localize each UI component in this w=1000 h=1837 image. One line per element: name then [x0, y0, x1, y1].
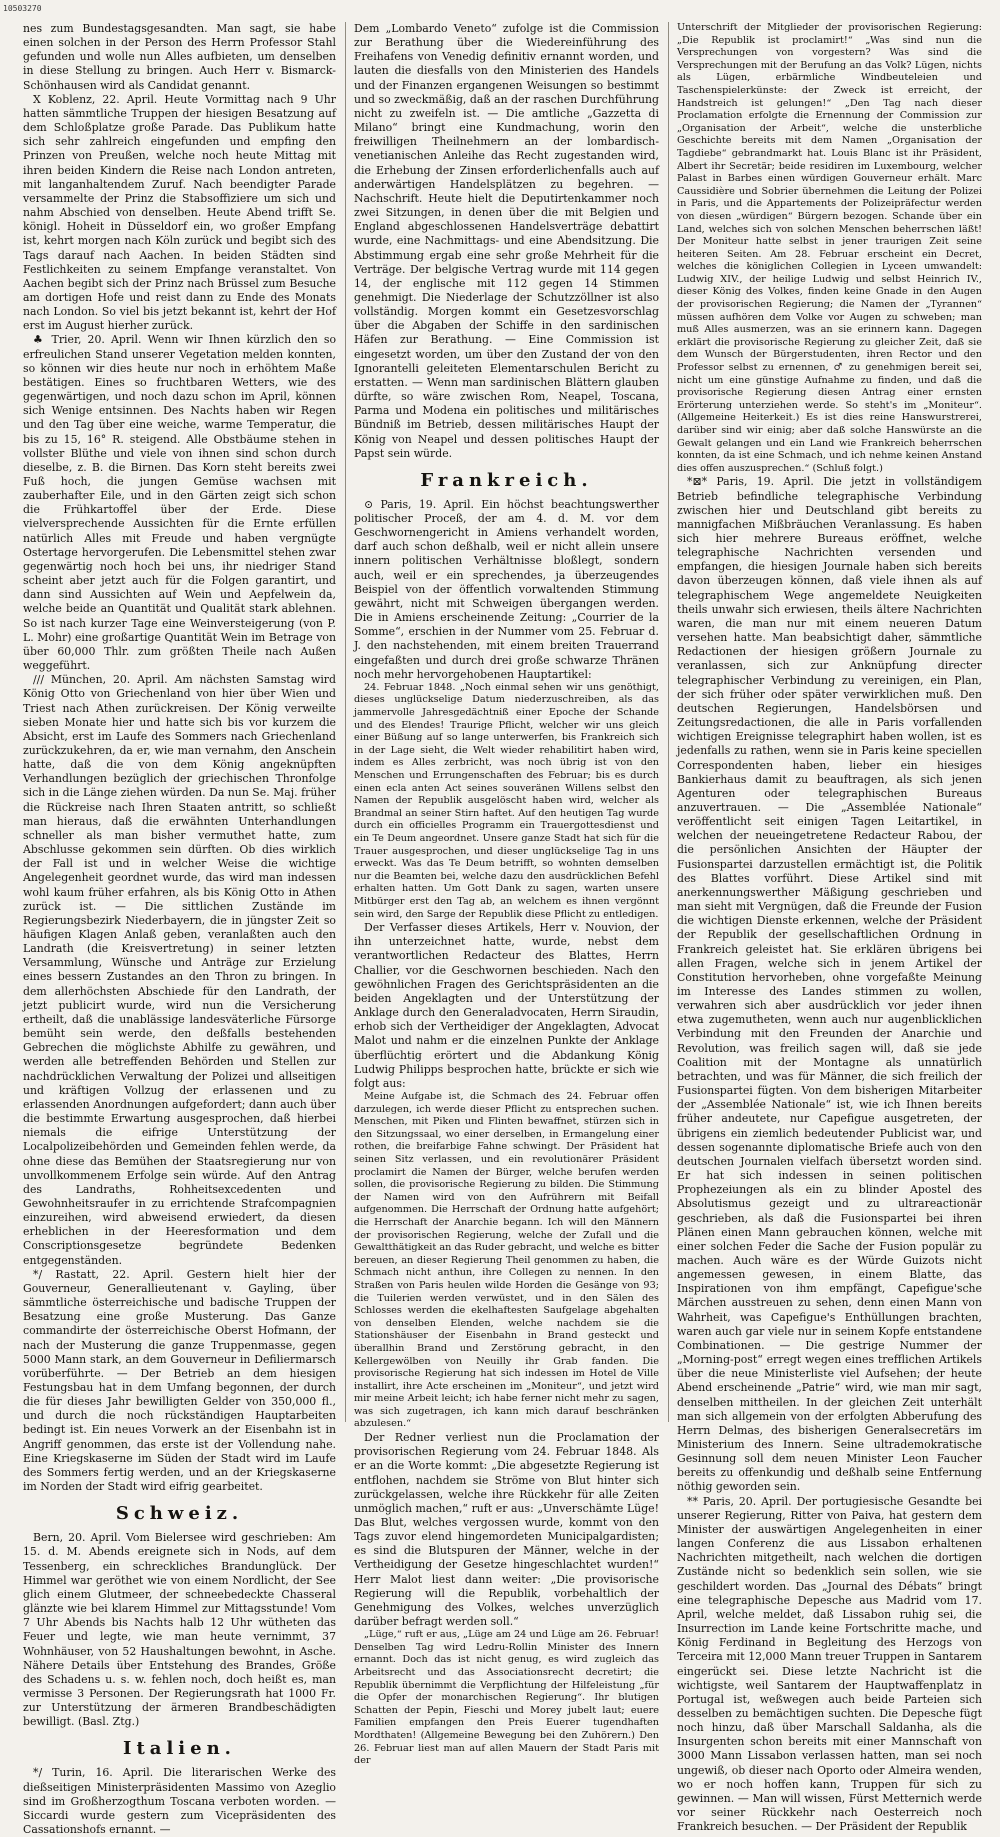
article-paragraph: Dem „Lombardo Veneto“ zufolge ist die Commission zur Berathung über die Wiedereinführung des Freihafens von Venedig definitiv ernannt worden, und lauten die diesfalls von den Ministerien des Handels und der Finanzen ergangenen Weisungen so bestimmt und so zweckmäßig, daß an der raschen Durchführung nicht zu zweifeln ist. — Die amtliche „Gazzetta di Milano“ bringt eine Kundmachung, worin den freiwilligen Theilnehmern an der lombardisch-venetianischen Anleihe das Recht zugestanden wird, die Erhebung der Zinsen erforderlichenfalls auch auf anderwärtigen Handelsplätzen zu begehren. — Nachschrift. Heute hielt die Deputirtenkammer noch zwei Sitzungen, in denen über die mit Belgien und England abgeschlossenen Handelsverträge debattirt wurde, eine Nachmittags- und eine Abendsitzung. Die Abstimmung ergab eine sehr große Mehrheit für die Verträge. Der belgische Vertrag wurde mit 114 gegen 14, der englische mit 112 gegen 14 Stimmen genehmigt. Die Niederlage der Schutzzöllner ist also vollständig. Morgen kommt ein Gesetzesvorschlag über die Abgaben der Schiffe in den sardinischen Häfen zur Berathung. — Eine Commission ist eingesetzt worden, um über den Zustand der von den Ignorantelli geleiteten Elementarschulen Bericht zu erstatten. — Wenn man sardinischen Blättern glauben dürfte, so wäre zwischen Rom, Neapel, Toscana, Parma und Modena ein politisches und militärisches Bündniß im Betrieb, dessen militärisches Haupt der König von Neapel und dessen politisches Haupt der Papst sein würde. [354, 22, 659, 460]
article-paragraph: X Koblenz, 22. April. Heute Vormittag nach 9 Uhr hatten sämmtliche Truppen der hiesigen Besatzung auf dem Schloßplatze große Parade. Das Publikum hatte sich sehr zahlreich eingefunden und empfing den Prinzen von Preußen, welche noch heute Mittag mit ihren beiden Kindern die Reise nach London antreten, mit langanhaltendem Zuruf. Nach beendigter Parade versammelte der Prinz die Stabsoffiziere um sich und nahm Abschied von denselben. Heute Abend trifft Se. königl. Hoheit in Düsseldorf ein, wo großer Empfang ist, kehrt morgen nach Köln zurück und begibt sich des Tags darauf nach Aachen. In beiden Städten sind Festlichkeiten zu seinem Empfange veranstaltet. Von Aachen begibt sich der Prinz nach Brüssel zum Besuche am dortigen Hofe und reist dann zu Ende des Monats nach London. So viel bis jetzt bekannt ist, kehrt der Hof erst im August hierher zurück. [23, 92, 336, 333]
article-paragraph: 24. Februar 1848. „Noch einmal sehen wir uns genöthigt, dieses unglückselige Datum niederzuschreiben, als das jammervolle Jahresgedächtniß einer Epoche der Schande und des Elendes! Traurige Pflicht, welcher wir uns gleich einer Büßung auf so lange unterwerfen, bis Frankreich sich in der Lage sieht, die Welt wieder rehabilitirt haben wird, indem es Alles zerbricht, was noch übrig ist von den Menschen und Errungenschaften des Februar; bis es durch einen ecla anten Act seines souveränen Willens selbst den Namen der Republik ausgelöscht haben wird, welcher als Brandmal an seiner Stirn haftet. Auf den heutigen Tag wurde durch ein officielles Programm ein Trauergottesdienst und ein Te Deum angeordnet. Unsere ganze Stadt hat sich für die Trauer ausgesprochen, und dieser unglückselige Tag in uns erweckt. Was das Te Deum betrifft, so wohnten demselben nur die Beamten bei, welche dazu den ausdrücklichen Befehl erhalten hatten. Um Gott Dank zu sagen, warten unsere Mitbürger erst den Tag ab, an welchem es ihnen vergönnt sein wird, den Sarge der Republik diese Pflicht zu entledigen. [354, 681, 659, 920]
section-heading: Frankreich. [420, 469, 593, 491]
column-right [668, 22, 982, 1834]
column-left [22, 22, 336, 1837]
article-paragraph: ♣ Trier, 20. April. Wenn wir Ihnen kürzlich den so erfreulichen Stand unserer Vegetation melden konnten, so können wir dies heute nur noch in erhöhtem Maße bestätigen. Eines so fruchtbaren Wetters, wie des gegenwärtigen, und noch dazu schon im April, können sich Wenige entsinnen. Des Nachts haben wir Regen und den Tag über eine weiche, warme Temperatur, die bis zu 15, 16° R. steigend. Alle Obstbäume stehen in vollster Blüthe und viele von ihnen sind schon durch dieselbe, z. B. die Birnen. Das Korn steht bereits zwei Fuß hoch, die jungen Gemüse wachsen mit zauberhafter Eile, und in den Gärten zeigt sich schon die Frühkartoffel über der Erde. Diese vielversprechende Aussichten für die Ernte erfüllen natürlich Alles mit Freude und haben vergnügte Ostertage hervorgerufen. Die Lebensmittel stehen zwar gegenwärtig noch hoch bei uns, ihr niedriger Stand scheint aber jetzt auch für die Folgen garantirt, und dann sind Aussichten auf Wein und Aepfelwein da, welche beide an Quantität und Qualität stark ablehnen. So ist nach kurzer Tage eine Weinversteigerung (von P. L. Mohr) eine großartige Quantität Wein im Betrage von über 60,000 Thlr. zum größten Theile nach Außen weggeführt. [23, 333, 336, 673]
page-number: 10503270 [3, 4, 42, 13]
article-paragraph: „Lüge,“ ruft er aus, „Lüge am 24 und Lüge am 26. Februar! Denselben Tag wird Ledru-Rollin Minister des Innern ernannt. Doch das ist nicht genug, es wird zugleich das Arbeitsrecht und das Associationsrecht decretirt; die Republik übernimmt die Verpflichtung der Hilfeleistung „für die Opfer der monarchischen Regierung“. Ihr blutigen Schatten der Pepin, Fieschi und Morey jubelt laut; euere Familien empfangen den Preis Euerer tugendhaften Mordthaten! (Allgemeine Bewegung bei den Zuhörern.) Den 26. Februar liest man auf allen Mauern der Stadt Paris mit der [354, 1629, 659, 1767]
article-paragraph: /// München, 20. April. Am nächsten Samstag wird König Otto von Griechenland von hier über Wien und Triest nach Athen zurückreisen. Der König verweilte sieben Monate hier und hatte sich bis vor kurzem die Absicht, erst im Laufe des Sommers nach Griechenland zurückzukehren, da er, wie man vernahm, den Anschein hatte, daß die von dem König angeknüpften Verhandlungen bezüglich der griechischen Thronfolge sich in die Länge ziehen würden. Da nun Se. Maj. früher die Rückreise nach Ihren Staaten antritt, so schließt man hieraus, daß die erwähnten Unterhandlungen schneller als man bisher vermuthet hatte, zum Abschlusse gekommen sein dürften. Ob dies wirklich der Fall ist und in welcher Weise die wichtige Angelegenheit geordnet wurde, das wird man indessen wohl kaum früher erfahren, als bis König Otto in Athen zurück ist. — Die sittlichen Zustände im Regierungsbezirk Niederbayern, die in jüngster Zeit so häufigen Klagen Anlaß geben, veranlaßten auch den Landrath (die Kreisvertretung) in seiner letzten Versammlung, Wünsche und Anträge zur Erzielung eines bessern Zustandes an den Thron zu bringen. In dem allerhöchsten Abschiede für den Landrath, der jetzt publicirt wurde, wird nun die Versicherung ertheilt, daß die unablässige landesväterliche Fürsorge bemüht sein werde, den deßfalls bestehenden Gebrechen die möglichste Abhilfe zu gewähren, und werden alle betreffenden Behörden und Stellen zur nachdrücklichen Verwaltung der Polizei und allseitigen und kräftigen Vollzug der erlassenen und zu erlassenden Anordnungen aufgefordert; dann auch über die bestimmte Erwartung ausgesprochen, daß hierbei niemals die eifrige Unterstützung der Localpolizeibehörden und Gemeinden fehlen werde, da ohne diese das Bemühen der Staatsregierung nur von unvollkommenem Erfolge sein würde. Auf den Antrag des Landraths, Rohheitsexcedenten und Gewohnheitsraufer in zu errichtende Strafcompagnien einzureihen, wird abweisend erwiedert, da diesen erheblichen in der Heeresformation und dem Conscriptionsgesetze begründete Bedenken entgegenständen. [23, 673, 336, 1267]
article-paragraph: ** Paris, 20. April. Der portugiesische Gesandte bei unserer Regierung, Ritter von Paiva, hat gestern dem Minister der auswärtigen Angelegenheiten in einer langen Conferenz die aus Lissabon erhaltenen Nachrichten mitgetheilt, nach welchen die dortigen Zustände nicht so bedenklich sein sollen, wie sie geschildert worden. Das „Journal des Débats“ bringt eine telegraphische Depesche aus Madrid vom 17. April, welche meldet, daß Lissabon ruhig sei, die Insurrection im Lande keine Fortschritte mache, und König Ferdinand in Begleitung des Herzogs von Terceira mit 12,000 Mann treuer Truppen in Santarem eingerückt sei. Diese letzte Nachricht ist die wichtigste, weil Santarem der Hauptwaffenplatz in Portugal ist, weßwegen auch beide Parteien sich desselben zu bemächtigen suchten. Die Depesche fügt noch hinzu, daß über Marschall Saldanha, als die Insurgenten schon bereits mit einer Mannschaft von 3000 Mann Lissabon verlassen hatten, man sei noch ungewiß, ob dieser nach Oporto oder Almeira wenden, wo er noch hoffen kann, Truppen für sich zu gewinnen. — Man will wissen, Fürst Metternich werde vor seiner Rückkehr nach Oesterreich noch Frankreich besuchen. — Der Präsident der Republik [677, 1494, 982, 1834]
section-heading: Schweiz. [115, 1503, 244, 1525]
article-paragraph: Meine Aufgabe ist, die Schmach des 24. Februar offen darzulegen, ich werde dieser Pflicht zu entsprechen suchen. Menschen, mit Piken und Flinten bewaffnet, stürzen sich in den Sitzungssaal, wo einer derselben, in Ermangelung einer rothen, die breifarbige Fahne schwingt. Der Präsident hat seinen Sitz verlassen, und ein revolutionärer Präsident proclamirt die Namen der Bürger, welche berufen werden sollen, die provisorische Regierung zu bilden. Die Stimmung der Namen wird von den Aufrührern mit Beifall aufgenommen. Die Herrschaft der Ordnung hatte aufgehört; die Herrschaft der Anarchie begann. Ich will den Männern der provisorischen Regierung, welche der Zufall und die Gewaltthätigkeit an das Ruder gebracht, und welche es bitter bereuen, an dieser Regierung Theil genommen zu haben, die Schmach nicht anthun, ihre Collegen zu nennen. In den Straßen von Paris heulen wilde Horden die Gesänge von 93; die Tuilerien werden verwüstet, und in den Sälen des Schlosses werden die ekelhaftesten Saufgelage abgehalten von denselben Elenden, welche nachdem sie die Stationshäuser der Eisenbahn in Brand gesteckt und überallhin Brand und Zerstörung gebracht, in den Kellergewölben von Neuilly ihr Grab fanden. Die provisorische Regierung hat sich indessen im Hotel de Ville installirt, ihre Acte erscheinen im „Moniteur“, und jetzt wird mir meine Arbeit leicht; ich habe ferner nicht mehr zu sagen, was sich zugetragen, ich kann mich darauf beschränken abzulesen.“ [354, 1091, 659, 1430]
article-paragraph: Bern, 20. April. Vom Bielersee wird geschrieben: Am 15. d. M. Abends ereignete sich in Nods, auf dem Tessenberg, ein schreckliches Brandunglück. Der Himmel war geröthet wie von einem Nordlicht, der See glich einem Glutmeer, der schneebedeckte Chasseral glänzte wie bei klarem Himmel zur Mittagsstunde! Vom 7 Uhr Abends bis Nachts halb 12 Uhr wütheten das Feuer und legte, wie man heute vernimmt, 37 Wohnhäuser, von 52 Haushaltungen bewohnt, in Asche. Nähere Details über Entstehung des Brandes, Größe des Schadens u. s. w. fehlen noch, doch heißt es, man vermisse 3 Personen. Der Regierungsrath hat 1000 Fr. zur Unterstützung der ärmeren Brandbeschädigten bewilligt. (Basl. Ztg.) [23, 1531, 336, 1729]
article-paragraph: */ Rastatt, 22. April. Gestern hielt hier der Gouverneur, Generallieutenant v. Gayling, über sämmtliche österreichische und badische Truppen der Besatzung eine große Musterung. Das Ganze commandirte der österreichische Oberst Hofmann, der nach der Musterung die ganze Truppenmasse, gegen 5000 Mann stark, an dem Gouverneur in Defiliermarsch vorüberführte. — Der Betrieb an dem hiesigen Festungsbau hat in dem Umfang begonnen, der durch die für dieses Jahr bewilligten Gelder von 350,000 fl., und durch die noch rückständigen Hauptarbeiten bedingt ist. Ein neues Vorwerk an der Eisenbahn ist in Angriff genommen, das erste ist der Vollendung nahe. Eine Kriegskaserne im Süden der Stadt wird im Laufe des Sommers fertig werden, und an der Kriegskaserne im Norden der Stadt wird eifrig gearbeitet. [23, 1267, 336, 1494]
article-paragraph: nes zum Bundestagsgesandten. Man sagt, sie habe einen solchen in der Person des Herrn Professor Stahl gefunden und wolle nun Alles aufbieten, um denselben in diese Stellung zu bringen. Auch Herr v. Bismarck-Schönhausen wird als Candidat genannt. [23, 22, 336, 92]
article-paragraph: ⊙ Paris, 19. April. Ein höchst beachtungswerther politischer Proceß, der am 4. d. M. vor dem Geschwornengericht in Amiens verhandelt worden, darf auch schon deßhalb, weil er nicht allein unsere innern politischen Verhältnisse bloßlegt, sondern auch, weil er ein sprechendes, ja überzeugendes Beispiel von der öffentlich vorwaltenden Stimmung gewährt, nicht mit Schweigen übergangen werden. Die in Amiens erscheinende Zeitung: „Courrier de la Somme“, erschien in der Nummer vom 25. Februar d. J. den nachstehenden, mit einem breiten Trauerrand eingefaßten und durch drei große schwarze Thränen noch mehr hervorgehobenen Hauptartikel: [354, 497, 659, 681]
column-middle [345, 22, 659, 1767]
article-paragraph: Der Redner verliest nun die Proclamation der provisorischen Regierung vom 24. Februar 1848. Als er an die Worte kommt: „Die abgesetzte Regierung ist entflohen, nachdem sie Ströme von Blut hinter sich zurückgelassen, welche ihre Rückkehr für alle Zeiten unmöglich machen,“ ruft er aus: „Unverschämte Lüge! Das Blut, welches vergossen wurde, kommt von den Tags zuvor elend hingemordeten Municipalgardisten; es sind die Blutspuren der Männer, welche in der Vertheidigung der Gesetze hingeschlachtet wurden!“ Herr Malot liest dann weiter: „Die provisorische Regierung will die Republik, vorbehaltlich der Genehmigung des Volkes, welches unverzüglich darüber befragt werden soll.“ [354, 1431, 659, 1629]
article-paragraph: */ Turin, 16. April. Die literarischen Werke des dießseitigen Ministerpräsidenten Massimo von Azeglio sind im Großherzogthum Toscana verboten worden. — Siccardi wurde gestern zum Vicepräsidenten des Cassationshofs ernannt. — [23, 1766, 336, 1837]
article-paragraph: Der Verfasser dieses Artikels, Herr v. Nouvion, der ihn unterzeichnet hatte, wurde, nebst dem verantwortlichen Redacteur des Blattes, Herrn Challier, vor die Geschwornen beschieden. Nach den gewöhnlichen Fragen des Gerichtspräsidenten an die beiden Angeklagten und der Unterstützung der Anklage durch den Generaladvocaten, Herrn Siraudin, erhob sich der Vertheidiger der Angeklagten, Advocat Malot und nahm er die einzelnen Punkte der Anklage überflüchtig erörtert und die Abdankung König Ludwig Philipps besprochen hatte, brückte er sich wie folgt aus: [354, 921, 659, 1090]
section-heading: Italien. [123, 1738, 236, 1760]
newspaper-columns [22, 22, 982, 1837]
article-paragraph: *⊠* Paris, 19. April. Die jetzt in vollständigem Betrieb befindliche telegraphische Verbindung zwischen hier und Deutschland gibt bereits zu mannigfachen Mißbräuchen Veranlassung. Es haben sich hier mehrere Bureaus eröffnet, welche telegraphische Nachrichten versenden und empfangen, die hiesigen Journale haben sich bereits davon überzeugen können, daß viele ihnen als auf telegraphischem Wege angemeldete Neuigkeiten theils unwahr sich erwiesen, theils ältere Nachrichten waren, die man nur mit einem neueren Datum versehen hatte. Man beabsichtigt daher, sämmtliche Redactionen der hiesigen größern Journale zu veranlassen, sich zur Anknüpfung directer telegraphischer Verbindung zu vereinigen, ein Plan, der sich früher oder später verwirklichen muß. Den deutschen Regierungen, Handelsbörsen und Zeitungsredactionen, die alle in Paris vorfallenden wichtigen Ereignisse telegraphirt haben wollen, ist es jedenfalls zu rathen, wenn sie in Paris keine speciellen Correspondenten haben, lieber ein hiesiges Bankierhaus damit zu beauftragen, als sich jenen Agenturen oder telegraphischen Bureaus anzuvertrauen. — Die „Assemblée Nationale“ veröffentlicht seit einigen Tagen Leitartikel, in welchen der neueingetretene Redacteur Rabou, der die persönlichen Ansichten der Häupter der Fusionspartei darzustellen ermächtigt ist, die Politik des Blattes vorführt. Diese Artikel sind mit anerkennungswerther Mäßigung geschrieben und man sieht mit Vergnügen, daß die Freunde der Fusion die wichtigen Dienste erkennen, welche der Präsident der Republik der gesellschaftlichen Ordnung in Frankreich geleistet hat. Sie erklären übrigens bei allen Fragen, welche sich in jenem Artikel der Constitution hervorheben, ohne vorgefaßte Meinung im Interesse des Landes stimmen zu wollen, verwahren sich aber ausdrücklich vor jeder ihnen etwa zugemutheten, wenn auch nur augenblicklichen Verbindung mit den Freunden der Anarchie und Revolution, was freilich sagen will, daß sie jede Coalition mit der Montagne als unnatürlich betrachten, und was für Männer, die sich freilich der Fusionspartei fügten. Von dem bisherigen Mitarbeiter der „Assemblée Nationale“ ist, wie ich Ihnen bereits früher andeutete, nur Capefigue ausgetreten, der übrigens ein ziemlich bedeutender Publicist war, und dessen sogenannte diplomatische Briefe auch von den deutschen Journalen vielfach übersetzt worden sind. Er hat sich indessen in seinen politischen Prophezeiungen als ein zu blinder Apostel des Absolutismus gezeigt und zu ultrareactionär geschrieben, als daß die Fusionspartei bei ihren Plänen einen Mann gebrauchen können, welche mit einer solchen Feder die Sache der Fusion populär zu machen. Auch wäre es der Würde Guizots nicht angemessen gewesen, in einem Blatte, das Inspirationen von ihm empfängt, Capefigue'sche Märchen ausstreuen zu sehen, denn einen Mann von Wahrheit, was Capefigue's Enthüllungen brachten, waren auch gar viele nur in seinem Kopfe entstandene Combinationen. — Die gestrige Nummer der „Morning-post“ erregt wegen eines trefflichen Artikels über die neue Ministerliste viel Aufsehen; der heute Abend erscheinende „Patrie“ wird, wie man mir sagt, denselben mittheilen. In der gleichen Zeit unterhält man sich allgemein von der erfolgten Abberufung des Herrn Delmas, des bisherigen Generalsecretärs im Ministerium des Innern. Seine ultrademokratische Gesinnung soll dem neuen Minister Leon Faucher bereits zu offenkundig und deßhalb seine Entfernung nöthig geworden sein. [677, 475, 982, 1494]
article-paragraph: Unterschrift der Mitglieder der provisorischen Regierung: „Die Republik ist proclamirt!“ „Was sind nun die Versprechungen von vorgestern? Was sind die Versprechungen mit der Berufung an das Volk? Lügen, nichts als Lügen, erbärmliche Windbeuteleien und Taschenspielerkünste: der Zweck ist erreicht, der Handstreich ist gelungen!“ „Den Tag nach dieser Proclamation erfolgte die Ernennung der Commission zur „Organisation der Arbeit“, welche die unsterbliche Geschichte bereits mit dem Namen „Organisation der Tagdiebe“ gebrandmarkt hat. Louis Blanc ist ihr Präsident, Albert ihr Secretär; beide residiren im Luxembourg, welcher Palast in Barbes einen würdigen Gouverneur erhält. Marc Caussidière und Sobrier übernehmen die Leitung der Polizei in Paris, und die Appartements der Polizeipräfectur werden von diesen „würdigen“ Bürgern bezogen. Schande über ein Land, welches sich von solchen Menschen beherrschen läßt! Der Moniteur hatte selbst in jener traurigen Zeit seine heiteren Seiten. Am 28. Februar erscheint ein Decret, welches die königlichen Collegien in Lyceen umwandelt: Ludwig XIV., der heilige Ludwig und selbst Heinrich IV., dieser König des Volkes, finden keine Gnade in den Augen der provisorischen Regierung; die Namen der „Tyrannen“ müssen aufhören dem Volke vor Augen zu schweben; man muß Alles ausmerzen, was an sie erinnern kann. Dagegen erklärt die provisorische Regierung zu gleicher Zeit, daß sie dem Wunsch der Bürgerstudenten, ihren Rector und den Professor selbst zu ernennen, ♂ zu genehmigen bereit sei, nicht um eine günstige Aufnahme zu finden, und daß die provisorische Regierung diesen Antrag einer ernsten Erörterung unterziehen werde. So steht's im „Moniteur“. (Allgemeine Heiterkeit.) Es ist dies reine Hanswurstrerei, darüber sind wir einig; aber daß solche Hanswürste an die Gewalt gelangen und ein Land wie Frankreich beherrschen konnten, da ist eine Schmach, und ich nehme keinen Anstand dies offen auszusprechen.“ (Schluß folgt.) [677, 22, 982, 474]
